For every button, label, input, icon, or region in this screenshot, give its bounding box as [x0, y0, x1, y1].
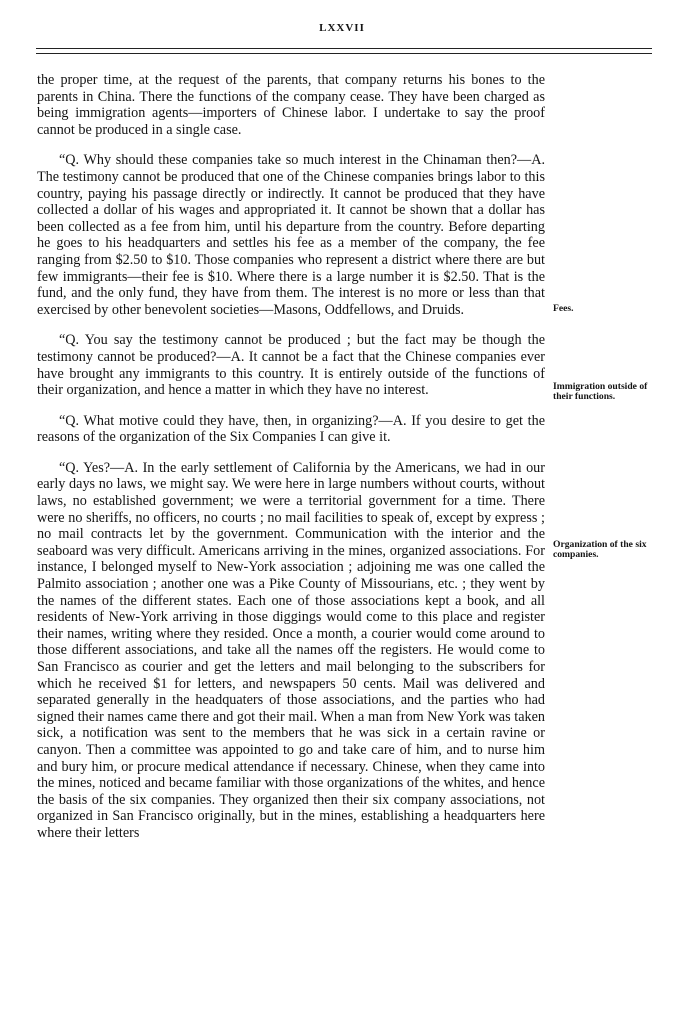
paragraph-3: “Q. You say the testimony cannot be produced ; but the fact may be though the testimony cannot be produced?—A. It cannot be a fact that the Chinese companies ever have brought any immigrants to this country. It is entirely outside of the functions of their organization, and hence a matter in which they have no interest.: [37, 332, 545, 399]
page-number: LXXVII: [319, 22, 365, 34]
paragraph-1: the proper time, at the request of the parents, that company returns his bones to the parents in China. There the functions of the company cease. They have been charged as being immigration agents—importers of Chinese labor. I undertake to say the proof cannot be produced in a single case.: [37, 72, 545, 138]
paragraph-4: “Q. What motive could they have, then, in organizing?—A. If you desire to get the reasons of the organization of the Six Companies I can give it.: [37, 412, 545, 446]
paragraph-2: “Q. Why should these companies take so much interest in the Chinaman then?—A. The testimony cannot be produced that one of the Chinese companies brings labor to this country, paying his passage directly or indirectly. It cannot be produced that they have collected a dollar of his wages and appropriated it. It cannot be shown that a dollar has been collected as a fee from him, until his departure from the country. Before departing he goes to his headquarters and settles his fee as a member of the company, the fee ranging from $2.50 to $10. Those companies who represent a district where there are but few immigrants—their fee is $10. Where there is a large number it is $2.50. That is the fund, and the only fund, they have from them. The interest is no more or less than that exercised by other benevolent societies—Masons, Oddfellows, and Druids.: [37, 152, 545, 318]
header-rule-bottom: [36, 53, 652, 54]
paragraph-5: “Q. Yes?—A. In the early settlement of California by the Americans, we had in our early days no laws, we might say. We were here in large numbers without courts, without laws, no established government; we were a territorial government for a time. There were no sheriffs, no officers, no courts ; no mail facilities to speak of, except by express ; no mail contracts let by the government. Communication with the interior and the seaboard was very difficult. Americans arriving in the mines, organized associations. For instance, I belonged myself to New-York association ; adjoining me was one called the Palmito association ; another one was a Pike County of Missourians, etc. ; they went by the names of the different states. Each one of those associations kept a book, and all residents of New-York arriving in those diggings would come to this place and register their names, writing where they resided. Once a month, a courier would come around to those different associations, and take all the names off the registers. He would come to San Francisco as courier and get the letters and mail belonging to the subscribers for which he received $1 for letters, and newspapers 50 cents. Mail was delivered and separated generally in the headquaters of those associations, and the parties who had signed their names came there and got their mail. When a man from New York was taken sick, a notification was sent to the members that he was sick in a certain ravine or canyon. Then a committee was appointed to go and take care of him, and to nurse him and bury him, or procure medical attendance if necessary. Chinese, when they came into the mines, noticed and became familiar with those organizations of the whites, and hence the basis of the six companies. They organized then their six company associations, not organized in San Francisco originally, but in the mines, establishing a headquarters here where their letters: [37, 459, 545, 841]
marginal-note-fees: Fees.: [553, 303, 574, 314]
marginal-note-organization: Organization of the six companies.: [553, 539, 647, 560]
marginal-note-immigration: Immigration outside of their functions.: [553, 381, 648, 402]
header-rule-top: [36, 48, 652, 49]
body-text: [37, 72, 545, 856]
